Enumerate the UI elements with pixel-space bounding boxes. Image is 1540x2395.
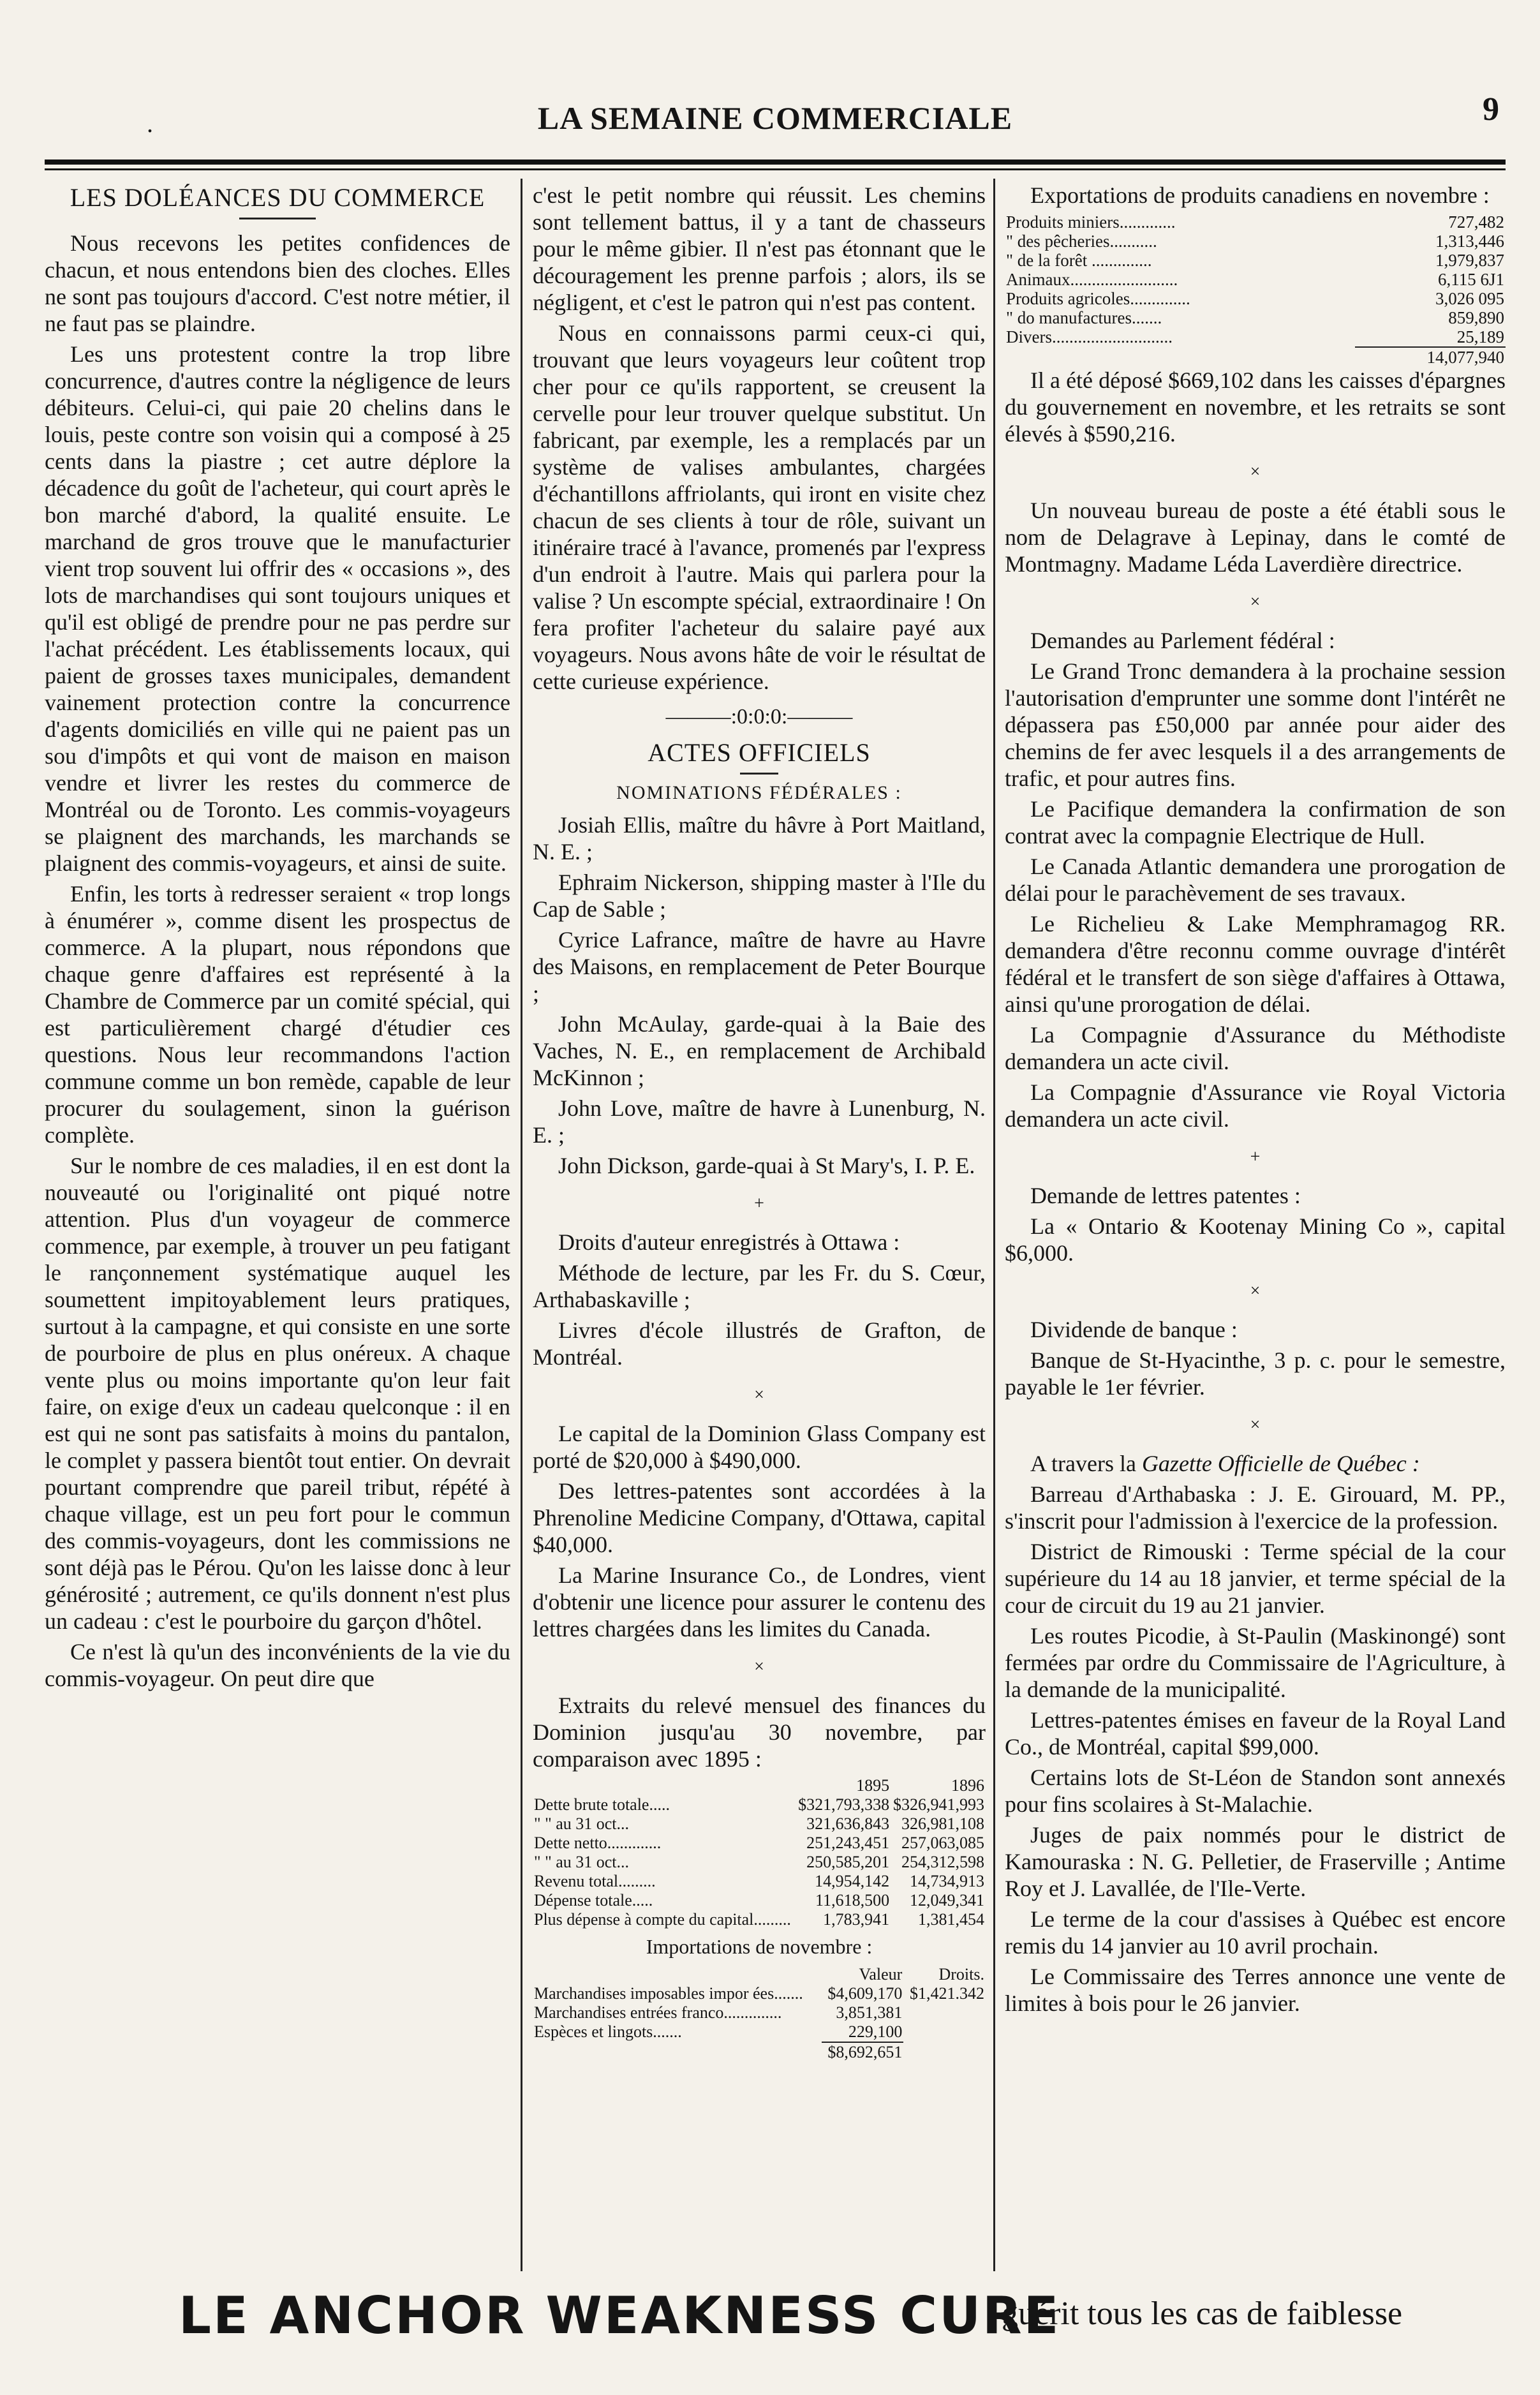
- column-3: [1005, 182, 1506, 2268]
- row-label: Espèces et lingots.......: [534, 2022, 682, 2041]
- table-row: [1005, 270, 1506, 289]
- imports-table: [533, 1965, 986, 2062]
- company-item: La Marine Insurance Co., de Londres, vient d'obtenir une licence pour assurer le contenu des lettres chargées dans les limites du Canada.: [533, 1562, 986, 1642]
- cell-1896: $326,941,993: [893, 1795, 984, 1814]
- cell-1896: 254,312,598: [901, 1853, 984, 1871]
- gazette-item: Lettres-patentes émises en faveur de la Royal Land Co., de Montréal, capital $99,000.: [1005, 1707, 1506, 1760]
- cell-valeur: 229,100: [848, 2022, 903, 2041]
- exports-total: 14,077,940: [1355, 347, 1506, 367]
- cell-1895: 251,243,451: [806, 1834, 890, 1852]
- row-value: 3,026 095: [1435, 289, 1504, 308]
- cell-droits: $1,421.342: [910, 1984, 984, 2003]
- cell-valeur: $4,609,170: [827, 1984, 903, 2003]
- row-label: Produits miniers.............: [1006, 212, 1176, 232]
- header-dot: .: [147, 109, 153, 138]
- table-header-row: [533, 1965, 986, 1984]
- company-item: Le capital de la Dominion Glass Company est porté de $20,000 à $490,000.: [533, 1421, 986, 1473]
- table-row: [1005, 251, 1506, 270]
- paragraph: c'est le petit nombre qui réussit. Les chemins sont tellement battus, il y a tant de chasseurs pour le même gibier. Il n'est pas étonnant que le découragement les prenne parfois ; alors, ils se négligent, et c'est le patron qui n'est pas content.: [533, 182, 986, 315]
- imports-total: $8,692,651: [822, 2042, 904, 2062]
- page-number: 9: [1483, 91, 1499, 128]
- cell-1896: 326,981,108: [901, 1814, 984, 1833]
- table-total-row: [1005, 347, 1506, 367]
- gazette-item: Barreau d'Arthabaska : J. E. Girouard, M. PP., s'inscrit pour l'admission à l'exercice de la profession.: [1005, 1481, 1506, 1534]
- gazette-prefix: A travers la: [1030, 1451, 1142, 1476]
- subheading-nominations: NOMINATIONS FÉDÉRALES :: [616, 782, 902, 803]
- row-label: " " au 31 oct...: [534, 1814, 630, 1833]
- column-header: Valeur: [859, 1965, 903, 1983]
- plus-divider: +: [1250, 1147, 1261, 1167]
- gazette-item: Le terme de la cour d'assises à Québec est encore remis du 14 janvier au 10 avril prochain.: [1005, 1906, 1506, 1959]
- row-label: Revenu total.........: [534, 1872, 656, 1890]
- table-row: [1005, 327, 1506, 347]
- cell-1895: 14,954,142: [815, 1872, 890, 1890]
- dividende-item: Banque de St-Hyacinthe, 3 p. c. pour le semestre, payable le 1er février.: [1005, 1347, 1506, 1400]
- section-separator: ———:0:0:0:———: [665, 705, 853, 729]
- nomination-item: John Dickson, garde-quai à St Mary's, I. P. E.: [558, 1153, 975, 1178]
- row-label: " de la forêt ..............: [1006, 251, 1152, 270]
- gazette-title: Gazette Officielle de Québec :: [1141, 1451, 1420, 1476]
- table-row: [533, 1853, 986, 1872]
- section-heading-actes: ACTES OFFICIELS: [648, 738, 871, 767]
- column-divider-1: [521, 179, 522, 2271]
- gazette-item: District de Rimouski : Terme spécial de la cour supérieure du 14 au 18 janvier, et terme spécial de la cour de circuit du 19 au 21 janvier.: [1005, 1539, 1506, 1618]
- cell-1896: 12,049,341: [910, 1891, 984, 1909]
- table-row: [1005, 232, 1506, 251]
- header-rule-thin: [45, 168, 1506, 170]
- x-divider: ×: [1250, 462, 1261, 482]
- x-divider: ×: [1250, 1281, 1261, 1301]
- row-label: Produits agricoles..............: [1006, 289, 1190, 308]
- column-header: 1896: [951, 1776, 984, 1795]
- cell-1895: 250,585,201: [806, 1853, 890, 1871]
- nomination-item: Cyrice Lafrance, maître de havre au Havre des Maisons, en remplacement de Peter Bourque ;: [533, 927, 986, 1006]
- table-row: [533, 2003, 986, 2022]
- parlement-item: Le Canada Atlantic demandera une prorogation de délai pour le parachèvement de ses travaux.: [1005, 854, 1506, 906]
- row-value: 1,979,837: [1435, 251, 1504, 270]
- row-label: Marchandises imposables impor ées.......: [534, 1984, 803, 2003]
- row-label: " " au 31 oct...: [534, 1853, 630, 1871]
- x-divider: ×: [1250, 592, 1261, 612]
- nomination-item: John McAulay, garde-quai à la Baie des Vaches, N. E., en remplacement de Archibald McKinnon ;: [533, 1011, 986, 1090]
- row-label: Divers............................: [1006, 327, 1173, 346]
- parlement-item: La Compagnie d'Assurance du Méthodiste demandera un acte civil.: [1005, 1022, 1506, 1074]
- row-label: Dette brute totale.....: [534, 1795, 670, 1814]
- table-row: [533, 1984, 986, 2003]
- cell-1896: 1,381,454: [918, 1910, 984, 1929]
- x-divider: ×: [1250, 1415, 1261, 1435]
- cell-droits: [903, 2003, 986, 2022]
- parlement-item: Le Pacifique demandera la confirmation de son contrat avec la compagnie Electrique de Hull.: [1005, 796, 1506, 849]
- dividende-intro: Dividende de banque :: [1030, 1317, 1238, 1342]
- cell-1896: 14,734,913: [910, 1872, 984, 1890]
- row-label: Animaux.........................: [1006, 270, 1178, 289]
- row-label: Dette netto.............: [534, 1834, 662, 1852]
- cell-droits: [903, 2022, 986, 2042]
- droits-item: Méthode de lecture, par les Fr. du S. Cœur, Arthabaskaville ;: [533, 1260, 986, 1312]
- heading-dash: [239, 218, 316, 219]
- table-row: [533, 1795, 986, 1814]
- paragraph-depots: Il a été déposé $669,102 dans les caisses d'épargnes du gouvernement en novembre, et les retraits se sont élevés à $590,216.: [1005, 367, 1506, 447]
- column-header: 1895: [856, 1776, 890, 1795]
- finances-table: [533, 1776, 986, 1929]
- column-divider-2: [993, 179, 995, 2271]
- exports-intro: Exportations de produits canadiens en novembre :: [1030, 182, 1490, 208]
- table-row: [533, 1910, 986, 1929]
- nomination-item: Josiah Ellis, maître du hâvre à Port Maitland, N. E. ;: [533, 812, 986, 864]
- x-divider: ×: [754, 1657, 764, 1677]
- column-header: Droits.: [938, 1965, 984, 1983]
- gazette-item: Le Commissaire des Terres annonce une vente de limites à bois pour le 26 janvier.: [1005, 1964, 1506, 2016]
- patentes-item: La « Ontario & Kootenay Mining Co », capital $6,000.: [1005, 1213, 1506, 1266]
- paragraph-poste: Un nouveau bureau de poste a été établi sous le nom de Delagrave à Lepinay, dans le comté de Montmagny. Madame Léda Laverdière directrice.: [1005, 498, 1506, 577]
- paragraph: Nous en connaissons parmi ceux-ci qui, trouvant que leurs voyageurs leur coûtent trop cher pour ce qu'ils rapportent, se creusent la cervelle pour leur trouver quelque substitut. Un fabricant, par exemple, les a remplacés par un système de valises ambulantes, chargées d'échantillons affriolants, qui iront en visite chez chacun de ses clients à tour de rôle, suivant un itinéraire tracé à l'avance, promenés par l'express d'un endroit à l'autre. Mais qui parlera pour la valise ? Un escompte spécial, extraordinaire ! On fera profiter l'acheteur du salaire payé aux voyageurs. Nous avons hâte de voir le résultat de cette curieuse expérience.: [533, 320, 986, 694]
- table-row: [1005, 289, 1506, 308]
- patentes-intro: Demande de lettres patentes :: [1030, 1183, 1301, 1208]
- gazette-item: Juges de paix nommés pour le district de Kamouraska : N. G. Pelletier, de Fraserville ; Antime Roy et J. Lavallée, de l'Ile-Verte.: [1005, 1822, 1506, 1901]
- column-1: [45, 182, 510, 2268]
- nomination-item: John Love, maître de havre à Lunenburg, N. E. ;: [533, 1095, 986, 1148]
- paragraph: Les uns protestent contre la trop libre concurrence, d'autres contre la négligence de leurs débiteurs. Celui-ci, qui paie 20 chelins dans le louis, peste contre son voisin qui a composé à 25 cents dans la piastre ; cet autre déplore la décadence du goût de l'acheteur, qui court après le bon marché d'abord, la qualité ensuite. Le marchand de gros trouve que le manufacturier vient trop souvent lui offrir des « occasions », des lots de marchandises qui sont toujours uniques et qu'il est obligé de prendre pour ne pas perdre sur l'achat précédent. Les établissements locaux, qui paient de grosses taxes municipales, demandent vainement protection contre la concurrence d'agents domiciliés en ville qui ne paient pas un sou d'impôts et qui vont de maison en maison vendre et livrer les restes du commerce de Montréal ou de Toronto. Les commis-voyageurs se plaignent des marchands, les marchands se plaignent des commis-voyageurs, et ainsi de suite.: [45, 341, 510, 876]
- table-total-row: [533, 2042, 986, 2062]
- cell-valeur: 3,851,381: [836, 2003, 903, 2022]
- row-value: 859,890: [1448, 308, 1504, 327]
- advertisement-banner: [57, 2281, 1506, 2351]
- table-row: [1005, 212, 1506, 232]
- row-label: " do manufactures.......: [1006, 308, 1162, 327]
- table-row: [533, 1872, 986, 1891]
- plus-divider: +: [754, 1194, 764, 1213]
- gazette-item: Les routes Picodie, à St-Paulin (Maskinongé) sont fermées par ordre du Commissaire de l'Agriculture, à la demande de la municipalité.: [1005, 1623, 1506, 1702]
- advertisement-tagline: guérit tous les cas de faiblesse: [1002, 2295, 1403, 2332]
- company-item: Des lettres-patentes sont accordées à la Phrenoline Medicine Company, d'Ottawa, capital $40,000.: [533, 1478, 986, 1557]
- column-2: [533, 182, 986, 2268]
- nomination-item: Ephraim Nickerson, shipping master à l'Ile du Cap de Sable ;: [533, 870, 986, 922]
- cell-1895: 321,636,843: [806, 1814, 890, 1833]
- cell-1895: 11,618,500: [815, 1891, 890, 1909]
- table-row: [533, 1891, 986, 1910]
- table-header-row: [533, 1776, 986, 1795]
- exports-table: [1005, 212, 1506, 367]
- row-value: 25,189: [1456, 327, 1504, 346]
- finances-intro: Extraits du relevé mensuel des finances du Dominion jusqu'au 30 novembre, par comparaison avec 1895 :: [533, 1693, 986, 1772]
- row-value: 727,482: [1448, 212, 1504, 232]
- parlement-item: Le Grand Tronc demandera à la prochaine session l'autorisation d'emprunter une somme dont l'intérêt ne dépassera pas £50,000 par année pour aider des chemins de fer avec lesquels il a des arrangements de trafic, et pour autres fins.: [1005, 658, 1506, 791]
- parlement-item: Le Richelieu & Lake Memphramagog RR. demandera d'être reconnu comme ouvrage d'intérêt fédéral et le transfert de son siège d'affaires à Ottawa, ainsi qu'une prorogation de délai.: [1005, 911, 1506, 1017]
- heading-dash: [740, 773, 778, 775]
- cell-1895: $321,793,338: [798, 1795, 890, 1814]
- paragraph: Nous recevons les petites confidences de chacun, et nous entendons bien des cloches. Elles ne sont pas toujours d'accord. C'est notre métier, il ne faut pas se plaindre.: [45, 230, 510, 336]
- table-row: [533, 1814, 986, 1834]
- row-label: Dépense totale.....: [534, 1891, 653, 1909]
- cell-1895: 1,783,941: [823, 1910, 890, 1929]
- gazette-intro: [1005, 1450, 1506, 1477]
- row-label: " des pêcheries...........: [1006, 232, 1157, 251]
- paragraph: Ce n'est là qu'un des inconvénients de la vie du commis-voyageur. On peut dire que: [45, 1639, 510, 1691]
- row-value: 6,115 6J1: [1437, 270, 1504, 289]
- table-row: [533, 2022, 986, 2042]
- paragraph: Enfin, les torts à redresser seraient « trop longs à énumérer », comme disent les prospectus de commerce. A la plupart, nous répondons que chaque genre d'affaires est représenté à la Chambre de Commerce par un comité spécial, qui est particulièrement chargé d'étudier ces questions. Nous leur recommandons l'action commune comme un bon remède, capable de leur procurer du soulagement, sinon la guérison complète.: [45, 881, 510, 1148]
- table-row: [1005, 308, 1506, 327]
- newspaper-title: LA SEMAINE COMMERCIALE: [537, 100, 1013, 136]
- row-label: Plus dépense à compte du capital.........: [534, 1910, 791, 1929]
- x-divider: ×: [754, 1385, 764, 1405]
- row-value: 1,313,446: [1435, 232, 1504, 251]
- droits-intro: Droits d'auteur enregistrés à Ottawa :: [558, 1229, 900, 1255]
- imports-title: Importations de novembre :: [646, 1935, 873, 1958]
- parlement-item: La Compagnie d'Assurance vie Royal Victoria demandera un acte civil.: [1005, 1079, 1506, 1132]
- page-header: [45, 83, 1506, 159]
- paragraph: Sur le nombre de ces maladies, il en est dont la nouveauté ou l'originalité ont piqué notre attention. Plus d'un voyageur de commerce commence, par exemple, à trouver un peu fatigant le rançonnement systématique auquel les soumettent impitoyablement leurs pratiques, surtout à la campagne, et qui consiste en une sorte de pourboire de plus en plus onéreux. A chaque vente plus ou moins importante qu'on leur fait faire, on exige d'eux un cadeau quelconque : il en est qui ne sont pas satisfaits à moins du pantalon, le complet y passera bientôt tout entier. On devrait pourtant comprendre que pareil tribut, répété à chaque village, est un peu fort pour le commun des commis-voyageurs, dont les commissions ne sont déjà pas le Pérou. Qu'on les laisse donc à leur générosité ; autrement, ce qu'ils donnent n'est plus un cadeau : c'est le pourboire du garçon d'hôtel.: [45, 1153, 510, 1634]
- advertisement-brand: LE ANCHOR WEAKNESS CURE: [179, 2286, 1061, 2345]
- cell-1896: 257,063,085: [901, 1834, 984, 1852]
- gazette-item: Certains lots de St-Léon de Standon sont annexés pour fins scolaires à St-Malachie.: [1005, 1765, 1506, 1817]
- table-row: [533, 1834, 986, 1853]
- droits-item: Livres d'école illustrés de Grafton, de Montréal.: [533, 1317, 986, 1370]
- header-rule-thick: [45, 159, 1506, 165]
- article-heading-doleances: LES DOLÉANCES DU COMMERCE: [70, 183, 485, 212]
- parlement-intro: Demandes au Parlement fédéral :: [1030, 628, 1335, 653]
- row-label: Marchandises entrées franco..............: [534, 2003, 782, 2022]
